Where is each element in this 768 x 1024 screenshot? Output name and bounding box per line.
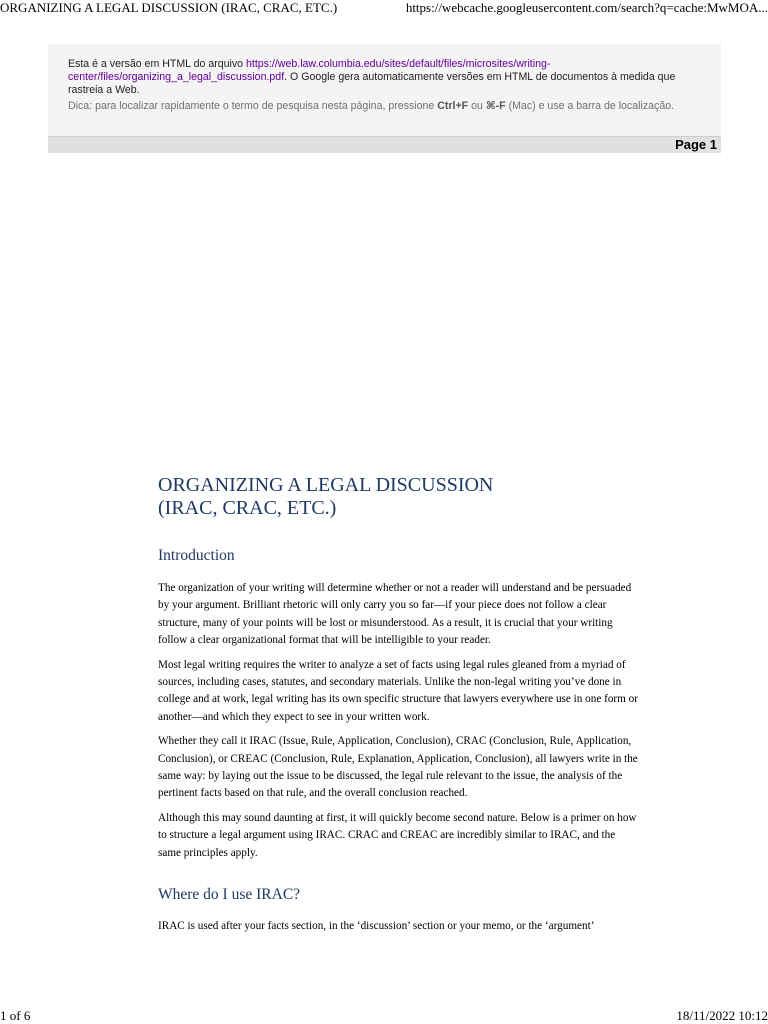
section-heading-introduction: Introduction <box>158 547 235 564</box>
source-pdf-link[interactable]: https://web.law.columbia.edu/sites/default/files/microsites/writing-center/files/organizing_a_legal_discussion.pdf <box>68 58 551 83</box>
shortcut-cmd-f: ⌘-F <box>485 100 506 112</box>
paragraph: Whether they call it IRAC (Issue, Rule, Application, Conclusion), CRAC (Conclusion, Rule, Application, Conclusion), or CREAC (Conclusion, Rule, Explanation, Application, Conclusion), all lawyers write in the same way: by laying out the issue to be discussed, the legal rule relevant to the issue, the analysis of the pertinent facts based on that rule, and the overall conclusion reached. <box>158 735 638 800</box>
print-header-title: ORGANIZING A LEGAL DISCUSSION (IRAC, CRAC, ETC.) <box>0 0 338 15</box>
page-number-label: Page 1 <box>675 137 717 152</box>
shortcut-ctrl-f: Ctrl+F <box>437 100 469 112</box>
paragraph: IRAC is used after your facts section, in the ‘discussion’ section or your memo, or the ‘argument’ <box>158 920 595 933</box>
print-footer <box>0 1008 768 1024</box>
paragraph: Most legal writing requires the writer to analyze a set of facts using legal rules gleaned from a myriad of sources, including cases, statutes, and secondary materials. Unlike the non-legal writing you’ve done in college and at work, legal writing has its own specific structure that lawyers everywhere use in one form or another—and which they expect to see in your written work. <box>158 658 638 723</box>
search-tip: Dica: para localizar rapidamente o termo de pesquisa nesta página, pressione Ctrl+F ou ⌘-F (Mac) e use a barra de localização. <box>68 100 675 112</box>
cache-notice-banner <box>48 44 721 136</box>
print-header <box>0 0 768 18</box>
print-page-count: 1 of 6 <box>0 1008 31 1023</box>
document-title: ORGANIZING A LEGAL DISCUSSION (IRAC, CRAC, ETC.) <box>158 474 494 519</box>
paragraph: The organization of your writing will determine whether or not a reader will understand and be persuaded by your argument. Brilliant rhetoric will only carry you so far—if your piece does not follow a clear structure, many of your points will be lost or misunderstood. As a result, it is crucial that your writing follow a clear organizational format that will be intelligible to your reader. <box>158 582 632 647</box>
paragraph: Although this may sound daunting at first, it will quickly become second nature. Below is a primer on how to structure a legal argument using IRAC. CRAC and CREAC are incredibly similar to IRAC, and the same principles apply. <box>158 811 637 859</box>
section-heading-where-irac: Where do I use IRAC? <box>158 886 301 904</box>
cache-notice-text: Esta é a versão em HTML do arquivo https://web.law.columbia.edu/sites/default/files/microsites/writing-center/files/organizing_a_legal_discussion.pdf. O Google gera automaticamente versões em HTML de documentos à medida que rastreia a Web. <box>68 58 676 96</box>
page-separator-bar <box>48 136 721 153</box>
document-content <box>158 474 638 943</box>
print-header-url: https://webcache.googleusercontent.com/search?q=cache:MwMOA... <box>405 0 768 15</box>
print-date: 18/11/2022 10:12 <box>676 1008 768 1023</box>
